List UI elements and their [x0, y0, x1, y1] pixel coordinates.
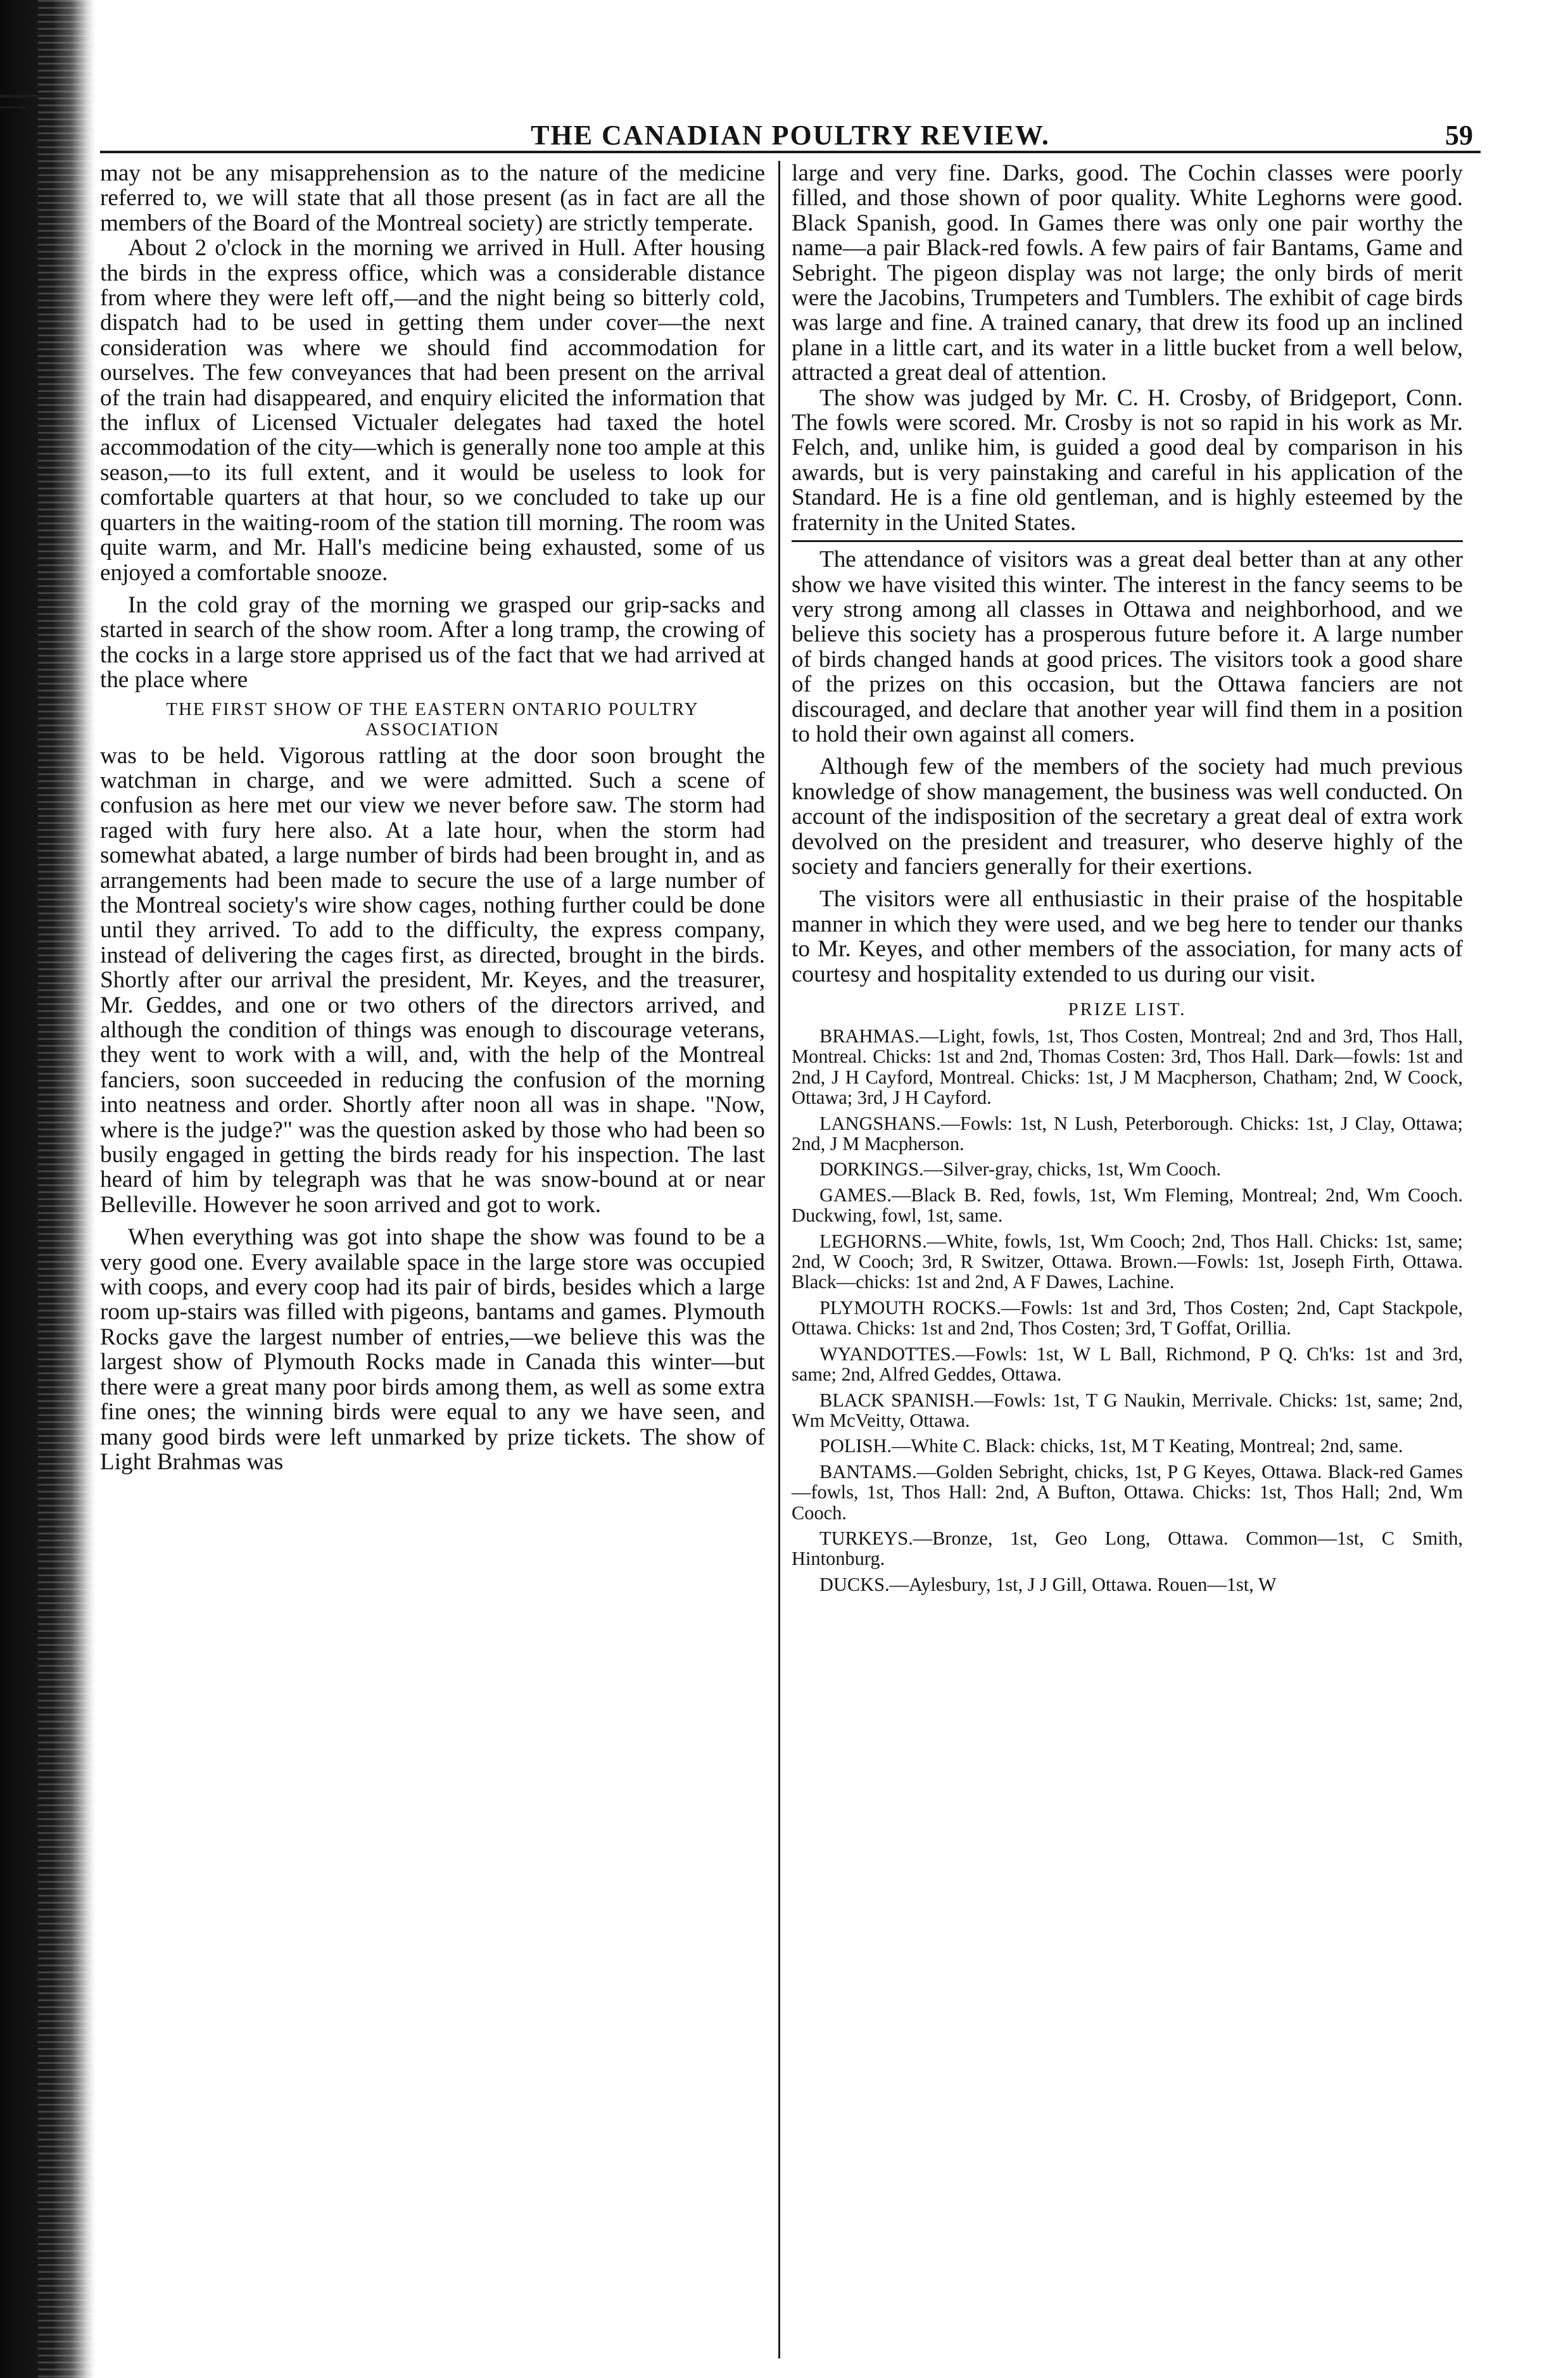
- scan-binding-texture: [38, 0, 95, 2378]
- page-number: 59: [1445, 120, 1473, 151]
- prize-entry: TURKEYS.—Bronze, 1st, Geo Long, Ottawa. Common—1st, C Smith, Hintonburg.: [792, 1527, 1463, 1570]
- prize-entry: WYANDOTTES.—Fowls: 1st, W L Ball, Richmond, P Q. Ch'ks: 1st and 3rd, same; 2nd, Alfred Geddes, Ottawa.: [792, 1343, 1463, 1386]
- prize-entry: PLYMOUTH ROCKS.—Fowls: 1st and 3rd, Thos Costen; 2nd, Capt Stackpole, Ottawa. Chicks: 1st and 2nd, Thos Costen; 3rd, T Goffat, Orillia.: [792, 1296, 1463, 1339]
- newspaper-page: [100, 95, 1481, 2362]
- paragraph: When everything was got into shape the show was found to be a very good one. Every available space in the large store was occupied with coops, and every coop had its pair of birds, besides which a large room up-stairs was filled with pigeons, bantams and games. Plymouth Rocks gave the largest number of entries,—we believe this was the largest show of Plymouth Rocks made in Canada this winter—but there were a great many poor birds among them, as well as some extra fine ones; the winning birds were equal to any we have seen, and many good birds were left unmarked by prize tickets. The show of Light Brahmas was: [100, 1224, 765, 1475]
- paragraph: Although few of the members of the society had much previous knowledge of show management, the business was well conducted. On account of the indisposition of the secretary a great deal of extra work devolved on the president and treasurer, who deserve highly of the society and fanciers generally for their exertions.: [792, 754, 1463, 880]
- column-divider: [778, 161, 780, 2358]
- paragraph: was to be held. Vigorous rattling at the door soon brought the watchman in charge, and we were admitted. Such a scene of confusion as here met our view we never before saw. The storm had raged with fury here also. At a late hour, when the storm had somewhat abated, a large number of birds had been brought in, and as arrangements had been made to secure the use of a large number of the Montreal society's wire show cages, nothing further could be done until they arrived. To add to the difficulty, the express company, instead of delivering the cages first, as directed, brought in the birds. Shortly after our arrival the president, Mr. Keyes, and the treasurer, Mr. Geddes, and one or two others of the directors arrived, and although the condition of things was enough to discourage veterans, they went to work with a will, and, with the help of the Montreal fanciers, soon succeeded in reducing the confusion of the morning into neatness and order. Shortly after noon all was in shape. "Now, where is the judge?" was the question asked by those who had been so busily engaged in getting the birds ready for his inspection. The last heard of him by telegraph was that he was snow-bound at or near Belleville. However he soon arrived and got to work.: [100, 742, 765, 1218]
- journal-title: THE CANADIAN POULTRY REVIEW.: [531, 120, 1050, 151]
- prize-entry: BRAHMAS.—Light, fowls, 1st, Thos Costen, Montreal; 2nd and 3rd, Thos Hall, Montreal. Chicks: 1st and 2nd, Thomas Costen: 3rd, Thos Hall. Dark—fowls: 1st and 2nd, J H Cayford, Montreal. Chicks: 1st, J M Macpherson, Chatham; 2nd, W Coock, Ottawa; 3rd, J H Cayford.: [792, 1025, 1463, 1109]
- paragraph: In the cold gray of the morning we grasped our grip-sacks and started in search of the show room. After a long tramp, the crowing of the cocks in a large store apprised us of the fact that we had arrived at the place where: [100, 591, 765, 693]
- prize-entry: BLACK SPANISH.—Fowls: 1st, T G Naukin, Merrivale. Chicks: 1st, same; 2nd, Wm McVeitty, Ottawa.: [792, 1389, 1463, 1431]
- paragraph: The show was judged by Mr. C. H. Crosby, of Bridgeport, Conn. The fowls were scored. Mr. Crosby is not so rapid in his work as Mr. Felch, and, unlike him, is guided a good deal by comparison in his awards, but is very painstaking and careful in his application of the Standard. He is a fine old gentleman, and is highly esteemed by the fraternity in the United States.: [792, 384, 1463, 536]
- paragraph: The visitors were all enthusiastic in their praise of the hospitable manner in which they were used, and we beg here to tender our thanks to Mr. Keyes, and other members of the association, for many acts of courtesy and hospitality extended to us during our visit.: [792, 886, 1463, 987]
- section-heading: THE FIRST SHOW OF THE EASTERN ONTARIO POULTRY ASSOCIATION: [166, 699, 699, 740]
- prize-entry: GAMES.—Black B. Red, fowls, 1st, Wm Fleming, Montreal; 2nd, Wm Cooch. Duckwing, fowl, 1st, same.: [792, 1184, 1463, 1227]
- prize-entry: LANGSHANS.—Fowls: 1st, N Lush, Peterborough. Chicks: 1st, J Clay, Ottawa; 2nd, J M Macpherson.: [792, 1112, 1463, 1155]
- prize-entry: DORKINGS.—Silver-gray, chicks, 1st, Wm Cooch.: [819, 1158, 1222, 1180]
- prize-entry: LEGHORNS.—White, fowls, 1st, Wm Cooch; 2nd, Thos Hall. Chicks: 1st, same; 2nd, W Cooch; 3rd, R Switzer, Ottawa. Brown.—Fowls: 1st, Joseph Firth, Ottawa. Black—chicks: 1st and 2nd, A F Dawes, Lachine.: [792, 1230, 1463, 1293]
- right-column: [792, 161, 1463, 1595]
- scan-edge-mark: [0, 95, 38, 98]
- prize-entry: DUCKS.—Aylesbury, 1st, J J Gill, Ottawa. Rouen—1st, W: [819, 1573, 1277, 1595]
- paragraph: The attendance of visitors was a great deal better than at any other show we have visited this winter. The interest in the fancy seems to be very strong among all classes in Ottawa and neighborhood, and we believe this society has a prosperous future before it. A large number of birds changed hands at good prices. The visitors took a good share of the prizes on this occasion, but the Ottawa fanciers are not discouraged, and declare that another year will find them in a position to hold their own against all comers.: [792, 547, 1463, 747]
- paragraph: large and very fine. Darks, good. The Cochin classes were poorly filled, and those shown of poor quality. White Leghorns were good. Black Spanish, good. In Games there was only one pair worthy the name—a pair Black-red fowls. A few pairs of fair Bantams, Game and Sebright. The pigeon display was not large; the only birds of merit were the Jacobins, Trumpeters and Tumblers. The exhibit of cage birds was large and fine. A trained canary, that drew its food up an inclined plane in a little cart, and its water in a little bucket from a well below, attracted a great deal of attention.: [792, 160, 1463, 386]
- prize-entry: BANTAMS.—Golden Sebright, chicks, 1st, P G Keyes, Ottawa. Black-red Games—fowls, 1st, Thos Hall: 2nd, A Bufton, Ottawa. Chicks: 1st, Thos Hall; 2nd, Wm Cooch.: [792, 1460, 1463, 1524]
- scan-edge-mark: [0, 106, 25, 108]
- paragraph: may not be any misapprehension as to the nature of the medicine referred to, we will state that all those present (as in fact are all the members of the Board of the Montreal society) are strictly temperate.: [100, 160, 765, 236]
- paragraph: About 2 o'clock in the morning we arrived in Hull. After housing the birds in the express office, which was a considerable distance from where they were left off,—and the night being so bitterly cold, dispatch had to be used in getting them under cover—the next consideration was where we should find accommodation for ourselves. The few conveyances that had been present on the arrival of the train had disappeared, and enquiry elicited the information that the influx of Licensed Victualer delegates had taxed the hotel accommodation of the city—which is generally none too ample at this season,—to its full extent, and it would be useless to look for comfortable quarters at that hour, so we concluded to take up our quarters in the waiting-room of the station till morning. The room was quite warm, and Mr. Hall's medicine being exhausted, some of us enjoyed a comfortable snooze.: [100, 235, 765, 586]
- left-column: [100, 161, 765, 1474]
- prize-list-title: PRIZE LIST.: [1068, 999, 1187, 1020]
- prize-entry: POLISH.—White C. Black: chicks, 1st, M T Keating, Montreal; 2nd, same.: [819, 1435, 1403, 1457]
- running-head: [100, 95, 1481, 153]
- section-rule: [792, 540, 1463, 542]
